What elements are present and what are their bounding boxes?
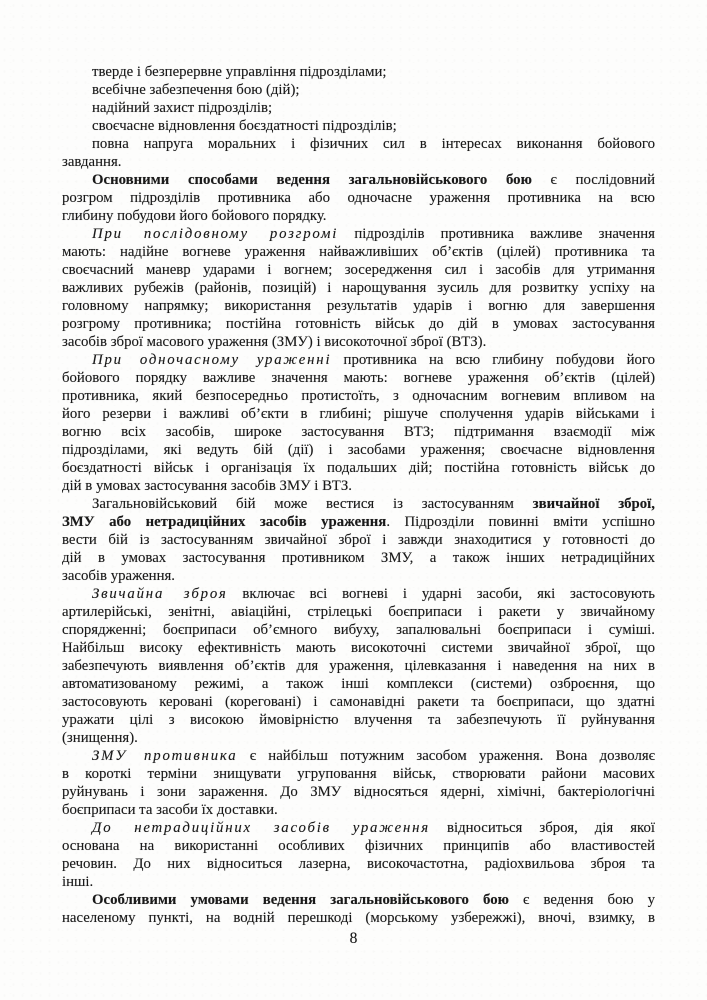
body-text: вогню всіх засобів, широке застосування ВТЗ; підтримання взаємодії між (62, 424, 655, 440)
text-line (62, 297, 655, 315)
text-line (62, 747, 655, 765)
text-line (62, 351, 655, 369)
body-text: спорядженні; боєприпаси об’ємного вибуху, запалювальні боєприпаси і суміші. (62, 622, 655, 638)
bold-text: Основними способами ведення загальновійськового бою (92, 172, 532, 188)
body-text: своєчасне відновлення боєздатності підрозділів; (92, 118, 397, 134)
body-text: Загальновійськовий бій може вестися із застосуванням (92, 496, 533, 512)
body-text: тверде і безперервне управління підрозділами; (92, 64, 387, 80)
body-text: розгром підрозділів противника або одночасне ураження противника на всю (62, 190, 655, 206)
text-line (62, 567, 655, 585)
body-text: основана на використанні особливих фізичних принципів або властивостей (62, 838, 655, 854)
text-line (62, 693, 655, 711)
text-line (62, 171, 655, 189)
text-line (62, 909, 655, 927)
text-line (62, 441, 655, 459)
italic-term: При послідовному розгромі (92, 226, 339, 242)
text-line (62, 207, 655, 225)
body-text: інші. (62, 874, 94, 890)
body-text: боєприпаси та засоби їх доставки. (62, 802, 278, 818)
text-line (62, 891, 655, 909)
page-number: 8 (349, 930, 358, 947)
body-text: є найбільш потужним засобом ураження. Вона дозволяє (237, 748, 655, 764)
body-text: артилерійські, зенітні, авіаційні, стрілецькі боєприпаси і ракети у звичайному (62, 604, 655, 620)
body-text: мають: надійне вогневе ураження найважливіших об’єктів (цілей) противника та (62, 244, 655, 260)
text-line (62, 549, 655, 567)
body-text: (знищення). (62, 730, 138, 746)
body-text: дій в умовах застосування противником ЗМУ, а також інших нетрадиційних (62, 550, 655, 566)
text-line (62, 189, 655, 207)
body-text: глибину побудови його бойового порядку. (62, 208, 327, 224)
text-line (62, 279, 655, 297)
body-text: підрозділів противника важливе значення (338, 226, 655, 242)
body-text: забезпечують виявлення об’єктів для ураження, цілевказання і наведення на них в (62, 658, 655, 674)
body-text: головному напрямку; використання результатів ударів і вогню для завершення (62, 298, 655, 314)
italic-term: До нетрадиційних засобів ураження (92, 820, 430, 836)
italic-term: При одночасному ураженні (92, 352, 332, 368)
body-text: населеному пункті, на водній перешкоді (морському узбережжі), вночі, взимку, в (62, 910, 655, 926)
text-line (62, 657, 655, 675)
text-line (62, 585, 655, 603)
text-line (62, 261, 655, 279)
body-text: є послідовний (531, 172, 655, 188)
text-line (62, 225, 655, 243)
text-line (62, 369, 655, 387)
text-line (62, 405, 655, 423)
italic-term: Звичайна зброя (92, 586, 228, 602)
text-line (62, 153, 655, 171)
body-text: своєчасний маневр ударами і вогнем; зосередження сил і засобів для утримання (62, 262, 655, 278)
body-text: засобів ураження. (62, 568, 176, 584)
text-line (62, 801, 655, 819)
bold-text: ЗМУ або нетрадиційних засобів ураження (62, 514, 387, 530)
text-line (62, 423, 655, 441)
body-text: надійний захист підрозділів; (92, 100, 273, 116)
body-text: уражати цілі з високою ймовірністю влучення та забезпечують її руйнування (62, 712, 655, 728)
body-text: важливих рубежів (районів, позицій) і нарощування зусиль для розвитку успіху на (62, 280, 655, 296)
text-line (62, 513, 655, 531)
body-text: підрозділами, які ведуть бій (дії) і засобами ураження; своєчасне відновлення (62, 442, 655, 458)
body-text: є ведення бою у (508, 892, 655, 908)
text-line (62, 243, 655, 261)
text-line (62, 729, 655, 747)
text-line (62, 333, 655, 351)
text-line (62, 783, 655, 801)
body-text: руйнувань і зони зараження. До ЗМУ відносяться ядерні, хімічні, бактеріологічні (62, 784, 655, 800)
text-line (62, 819, 655, 837)
text-line (62, 135, 655, 153)
body-text: противника на всю глибину побудови його (331, 352, 655, 368)
body-text: боєздатності військ і організація їх подальших дій; постійна готовність військ до (62, 460, 655, 476)
text-line (62, 855, 655, 873)
text-line (62, 315, 655, 333)
text-line (62, 459, 655, 477)
text-line (62, 621, 655, 639)
bold-text: Особливими умовами ведення загальновійськового бою (92, 892, 509, 908)
text-line (62, 531, 655, 549)
body-text: всебічне забезпечення бою (дій); (92, 82, 300, 98)
text-line (62, 495, 655, 513)
body-text: його резерви і важливі об’єкти в глибині; рішуче сполучення ударів військами і (62, 406, 655, 422)
body-text: противника, який безпосередньо протистоїть, з одночасним вогневим впливом на (62, 388, 655, 404)
body-text: автоматизованому режимі, а також інші комплекси (системи) озброєння, що (62, 676, 655, 692)
text-line (62, 873, 655, 891)
body-text: дій в умовах застосування засобів ЗМУ і ВТЗ. (62, 478, 352, 494)
text-line (62, 99, 655, 117)
body-text: речовин. До них відноситься лазерна, високочастотна, радіохвильова зброя та (62, 856, 655, 872)
text-line (62, 387, 655, 405)
body-text: включає всі вогневі і ударні засоби, які застосовують (227, 586, 655, 602)
italic-term: ЗМУ противника (92, 748, 238, 764)
text-line (62, 81, 655, 99)
text-line (62, 477, 655, 495)
body-text: застосовують керовані (кореговані) і самонавідні ракети та боєприпаси, що здатні (62, 694, 655, 710)
text-line (62, 63, 655, 81)
bold-text: звичайної зброї, (532, 496, 655, 512)
text-line (62, 765, 655, 783)
text-line (62, 639, 655, 657)
body-text: вести бій із застосуванням звичайної зброї і завжди знаходитися у готовності до (62, 532, 655, 548)
body-text: . Підрозділи повинні вміти успішно (386, 514, 655, 530)
body-text: відноситься зброя, дія якої (429, 820, 655, 836)
text-line (62, 711, 655, 729)
body-text: Найбільш високу ефективність мають високоточні системи звичайної зброї, що (62, 640, 655, 656)
document-body (62, 63, 655, 927)
body-text: засобів зброї масового ураження (ЗМУ) і високоточної зброї (ВТЗ). (62, 334, 487, 350)
text-line (62, 837, 655, 855)
text-line (62, 117, 655, 135)
body-text: повна напруга моральних і фізичних сил в інтересах виконання бойового (92, 136, 655, 152)
text-line (62, 603, 655, 621)
body-text: бойового порядку важливе значення мають: вогневе ураження об’єктів (цілей) (62, 370, 655, 386)
body-text: завдання. (62, 154, 122, 170)
body-text: розгрому противника; постійна готовність військ до дій в умовах застосування (62, 316, 655, 332)
text-line (62, 675, 655, 693)
body-text: в короткі терміни знищувати угруповання військ, створювати райони масових (62, 766, 655, 782)
